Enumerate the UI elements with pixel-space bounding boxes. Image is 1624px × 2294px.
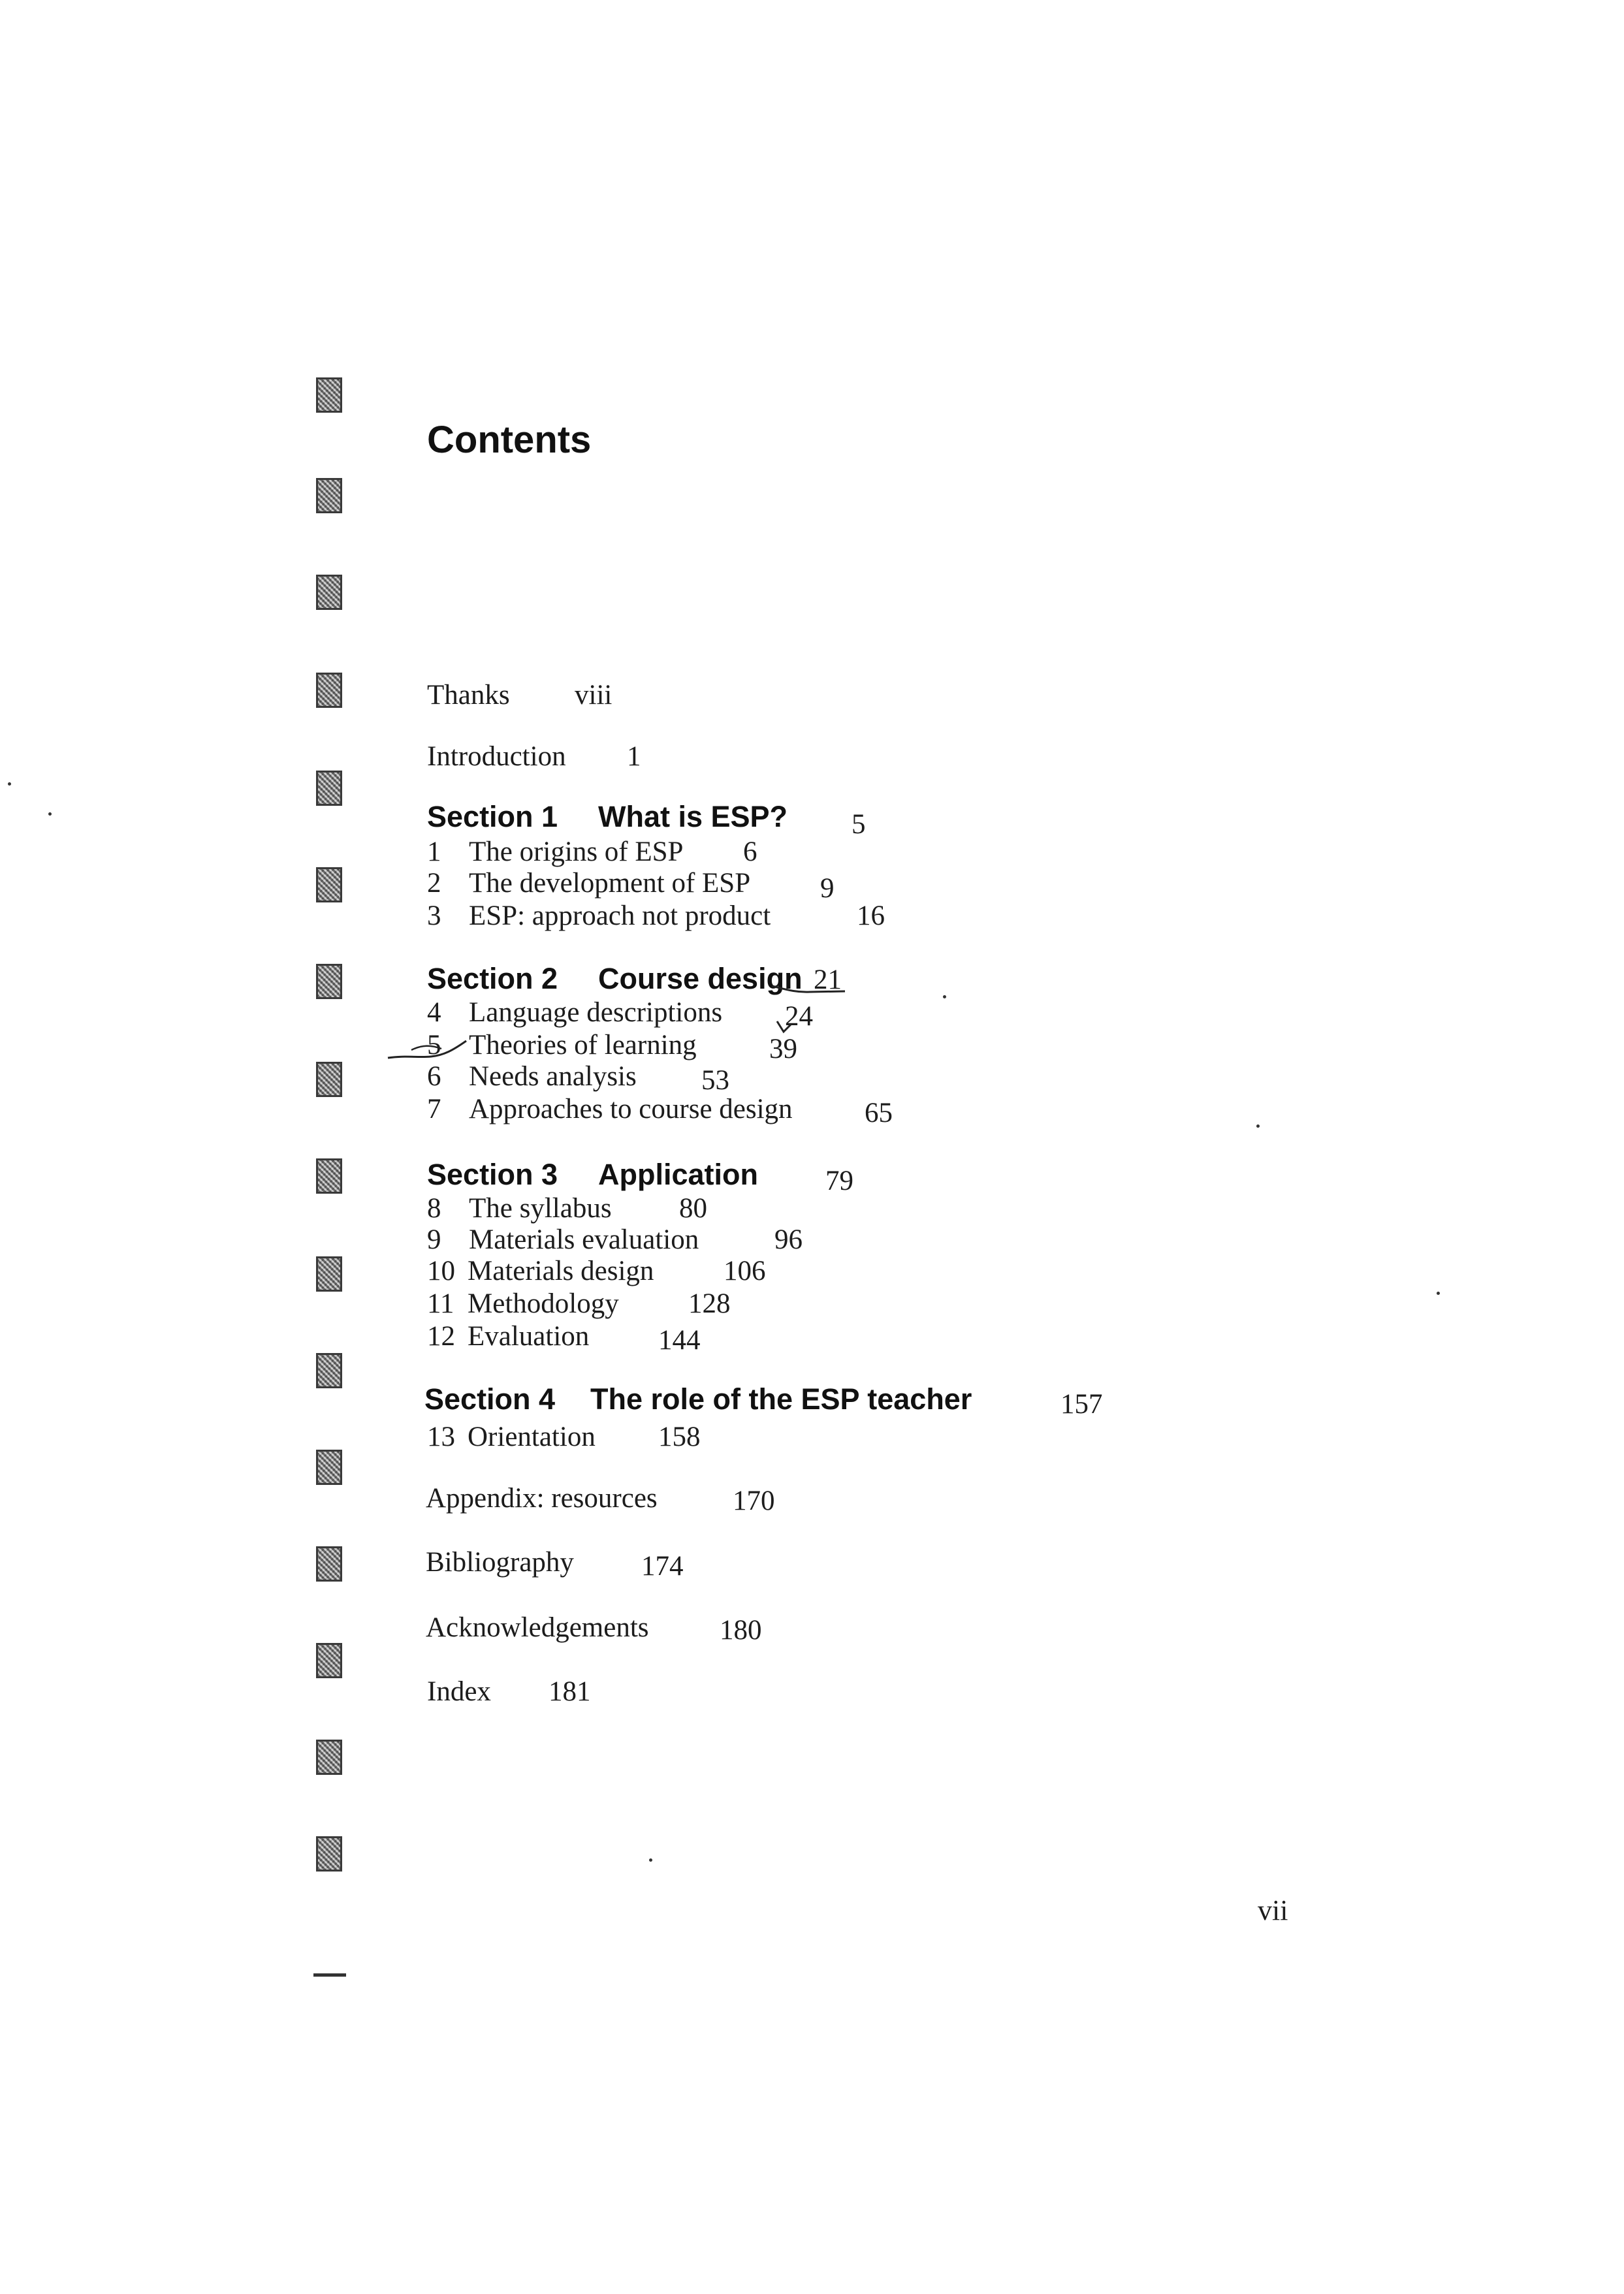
margin-marker (316, 377, 342, 413)
toc-chapter (427, 1255, 766, 1288)
margin-marker (316, 964, 342, 999)
chapter-title: Approaches to course design (469, 1094, 793, 1124)
toc-entry-bibliography (426, 1546, 684, 1582)
section-label: Section 3 (427, 1158, 558, 1191)
toc-chapter (427, 996, 813, 1032)
chapter-page: 65 (865, 1098, 893, 1128)
chapter-number: 5 (427, 1030, 441, 1060)
page-number: vii (1258, 1894, 1288, 1926)
chapter-page: 6 (743, 836, 757, 867)
toc-chapter (427, 1288, 731, 1320)
chapter-page: 158 (658, 1422, 701, 1452)
margin-marker (316, 867, 342, 902)
chapter-page: 16 (857, 900, 885, 931)
chapter-page: 106 (724, 1256, 766, 1286)
entry-page: 1 (627, 741, 641, 772)
entry-page: 181 (549, 1676, 591, 1707)
chapter-title: Methodology (468, 1288, 619, 1319)
margin-marker (316, 478, 342, 513)
entry-label: Introduction (427, 741, 566, 772)
entry-page: 180 (720, 1615, 762, 1646)
toc-entry-index (427, 1676, 591, 1708)
chapter-title: Language descriptions (469, 997, 723, 1028)
toc-chapter (427, 1093, 893, 1126)
chapter-title: The syllabus (469, 1193, 612, 1224)
section-heading-1 (427, 799, 866, 840)
chapter-number: 3 (427, 900, 441, 931)
chapter-title: Needs analysis (469, 1061, 637, 1092)
chapter-title: Materials evaluation (469, 1224, 699, 1255)
entry-page: 170 (733, 1486, 775, 1516)
chapter-number: 8 (427, 1193, 441, 1224)
section-title: What is ESP? (598, 800, 788, 833)
scan-speck (8, 782, 11, 786)
chapter-title: Evaluation (468, 1321, 590, 1352)
margin-dash (313, 1973, 346, 1977)
toc-chapter (427, 900, 885, 932)
toc-chapter (427, 1060, 729, 1096)
chapter-number: 9 (427, 1224, 441, 1255)
chapter-number: 1 (427, 836, 441, 867)
entry-label: Thanks (427, 680, 510, 710)
chapter-title: ESP: approach not product (469, 900, 771, 931)
section-page: 79 (825, 1166, 853, 1196)
toc-entry-acknowledgements (426, 1612, 762, 1644)
entry-label: Acknowledgements (426, 1612, 649, 1643)
chapter-title: The origins of ESP (469, 836, 684, 867)
toc-chapter (427, 867, 835, 904)
scan-speck (649, 1858, 652, 1862)
margin-marker (316, 1643, 342, 1678)
toc-entry-appendix (426, 1482, 775, 1515)
scan-speck (1437, 1292, 1440, 1295)
section-heading-3 (427, 1157, 853, 1194)
entry-page: viii (575, 680, 613, 710)
chapter-page: 128 (688, 1288, 731, 1319)
chapter-page: 9 (820, 873, 835, 904)
margin-marker (316, 1836, 342, 1872)
chapter-title: Orientation (468, 1422, 596, 1452)
margin-marker (316, 1353, 342, 1388)
entry-label: Appendix: resources (426, 1483, 658, 1514)
margin-marker (316, 771, 342, 806)
scan-speck (1256, 1124, 1260, 1128)
toc-chapter (427, 836, 757, 868)
section-title: Course design (598, 962, 803, 995)
section-heading-4 (424, 1382, 1103, 1418)
section-label: Section 4 (424, 1382, 556, 1416)
margin-marker (316, 1256, 342, 1292)
chapter-number: 13 (427, 1422, 455, 1452)
chapter-title: Materials design (468, 1256, 654, 1286)
chapter-page: 144 (658, 1325, 701, 1356)
chapter-title: Theories of learning (469, 1030, 697, 1060)
chapter-page: 24 (785, 1001, 813, 1032)
chapter-number: 11 (427, 1288, 454, 1319)
toc-chapter (427, 1224, 803, 1256)
margin-marker (316, 1546, 342, 1582)
chapter-page: 53 (701, 1065, 729, 1096)
chapter-number: 2 (427, 868, 441, 899)
page-title: Contents (427, 419, 592, 461)
margin-marker (316, 1740, 342, 1775)
section-page: 157 (1060, 1389, 1103, 1420)
pen-tick-annotation (774, 1019, 794, 1038)
chapter-number: 4 (427, 997, 441, 1028)
scan-speck (943, 995, 946, 998)
margin-marker (316, 1062, 342, 1097)
chapter-title: The development of ESP (469, 868, 751, 899)
section-label: Section 2 (427, 962, 558, 995)
margin-marker (316, 575, 342, 610)
section-page: 5 (852, 809, 866, 840)
toc-entry-thanks (427, 679, 612, 712)
chapter-page: 80 (679, 1193, 707, 1224)
toc-chapter (427, 1029, 797, 1062)
chapter-page: 39 (769, 1034, 797, 1064)
scan-speck (48, 812, 52, 816)
pen-stroke-annotation (771, 980, 849, 999)
margin-marker (316, 1450, 342, 1485)
section-title: The role of the ESP teacher (590, 1382, 972, 1416)
chapter-number: 12 (427, 1321, 455, 1352)
section-page: 21 (814, 964, 842, 995)
chapter-number: 10 (427, 1256, 455, 1286)
chapter-number: 7 (427, 1094, 441, 1124)
toc-chapter (427, 1320, 701, 1356)
pen-arrow-annotation (385, 1036, 470, 1064)
margin-marker (316, 673, 342, 708)
entry-label: Bibliography (426, 1547, 574, 1578)
toc-entry-introduction (427, 741, 641, 773)
chapter-page: 96 (774, 1224, 803, 1255)
section-title: Application (598, 1158, 758, 1191)
section-label: Section 1 (427, 800, 558, 833)
toc-chapter (427, 1421, 701, 1454)
entry-page: 174 (641, 1551, 684, 1582)
toc-chapter (427, 1192, 707, 1225)
entry-label: Index (427, 1676, 491, 1707)
chapter-number: 6 (427, 1061, 441, 1092)
margin-marker (316, 1158, 342, 1194)
